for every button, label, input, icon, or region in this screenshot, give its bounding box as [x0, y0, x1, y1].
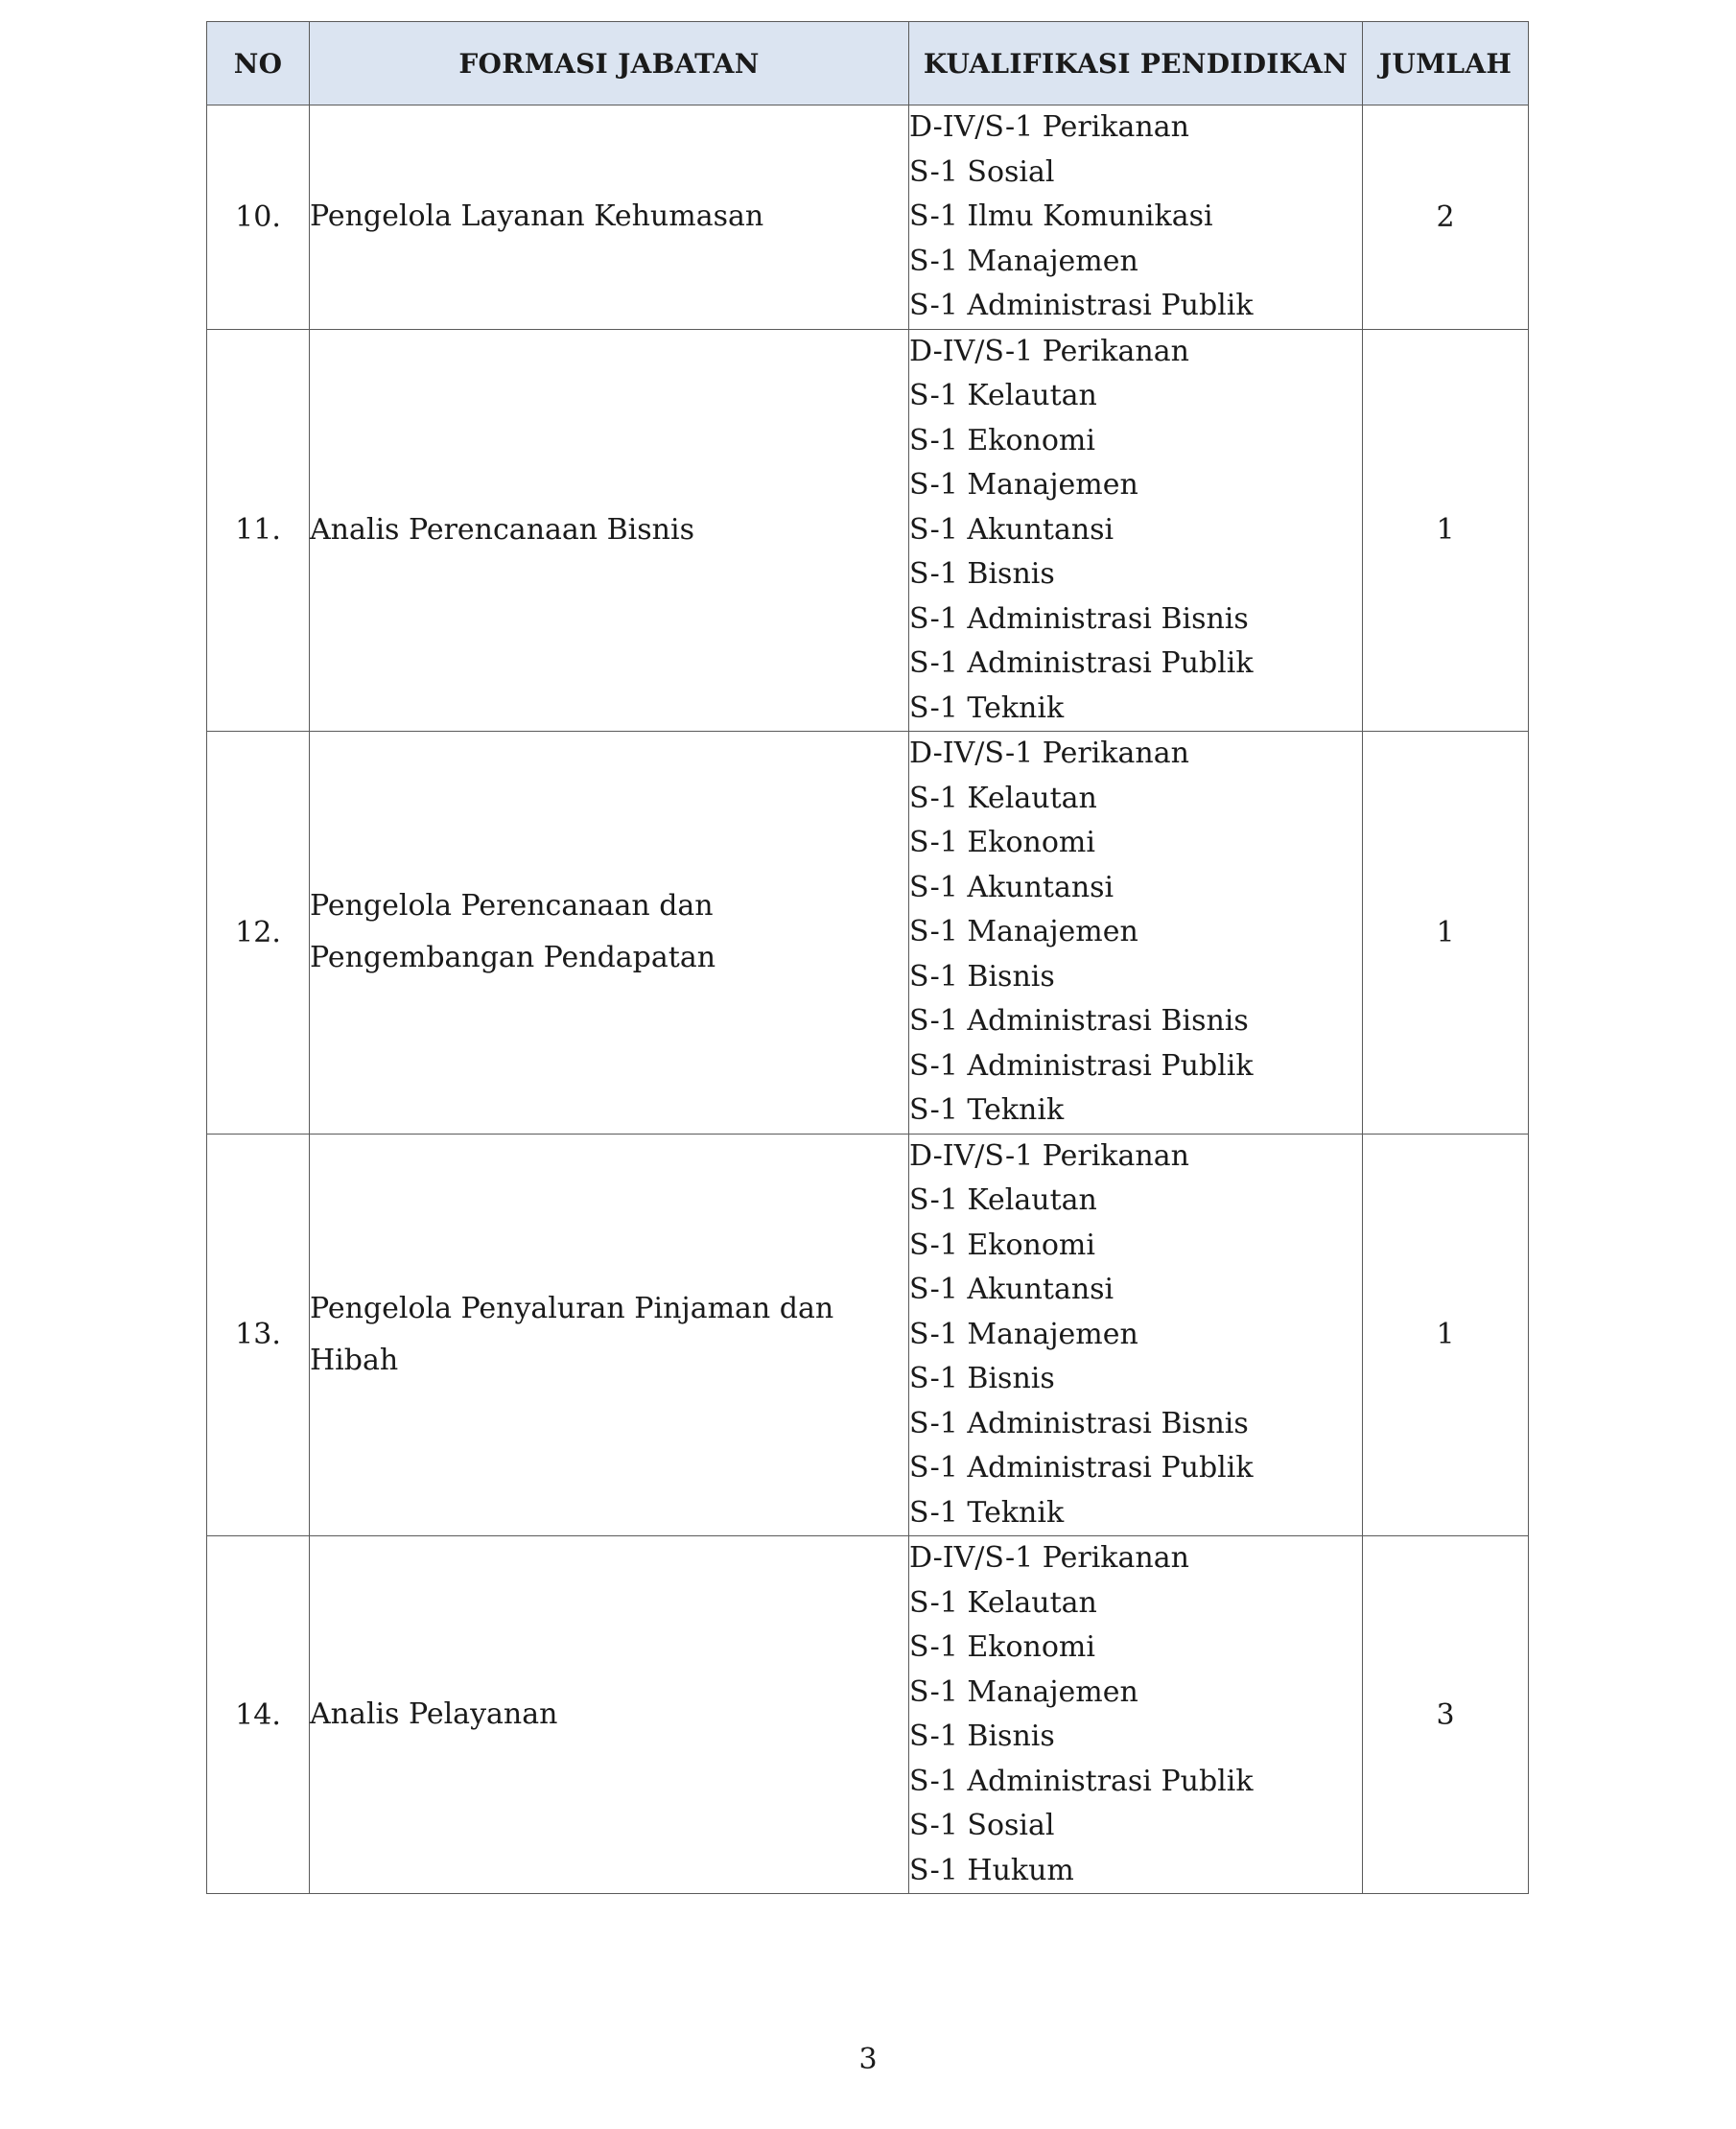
kualifikasi-item: S-1 Teknik [909, 1093, 1065, 1127]
header-formasi-jabatan: FORMASI JABATAN [310, 22, 909, 105]
kualifikasi-item: S-1 Ekonomi [909, 826, 1095, 859]
kualifikasi-item: S-1 Teknik [909, 690, 1065, 725]
kualifikasi-cell [909, 329, 1363, 732]
kualifikasi-item: S-1 Sosial [909, 154, 1055, 189]
kualifikasi-item: S-1 Bisnis [909, 557, 1055, 591]
jumlah-cell: 1 [1363, 329, 1529, 732]
page-number: 3 [858, 2043, 878, 2076]
kualifikasi-item: S-1 Akuntansi [909, 1273, 1114, 1306]
row-number: 10. [207, 105, 310, 330]
table-row [207, 105, 1529, 330]
kualifikasi-cell [909, 732, 1363, 1135]
kualifikasi-item: S-1 Administrasi Publik [909, 1048, 1254, 1083]
kualifikasi-item: D-IV/S-1 Perikanan [909, 737, 1189, 770]
formasi-jabatan-cell: Analis Pelayanan [310, 1536, 909, 1894]
header-jumlah: JUMLAH [1363, 22, 1529, 105]
jumlah-cell: 2 [1363, 105, 1529, 330]
formasi-jabatan-cell: Pengelola Layanan Kehumasan [310, 105, 909, 330]
kualifikasi-item: S-1 Teknik [909, 1495, 1065, 1530]
kualifikasi-item: S-1 Ekonomi [909, 1228, 1095, 1262]
kualifikasi-item: S-1 Administrasi Publik [909, 646, 1254, 680]
kualifikasi-item: S-1 Administrasi Bisnis [909, 1004, 1249, 1038]
header-row [207, 22, 1529, 105]
table-row [207, 732, 1529, 1135]
header-no: NO [207, 22, 310, 105]
row-number: 13. [207, 1134, 310, 1536]
kualifikasi-item: D-IV/S-1 Perikanan [909, 1138, 1189, 1173]
kualifikasi-item: S-1 Bisnis [909, 1362, 1055, 1395]
kualifikasi-item: S-1 Administrasi Bisnis [909, 1406, 1249, 1440]
kualifikasi-item: D-IV/S-1 Perikanan [909, 1541, 1189, 1575]
kualifikasi-item: S-1 Bisnis [909, 1720, 1055, 1753]
kualifikasi-cell [909, 105, 1363, 330]
kualifikasi-item: S-1 Akuntansi [909, 870, 1114, 904]
row-number: 14. [207, 1536, 310, 1894]
kualifikasi-item: S-1 Sosial [909, 1809, 1055, 1842]
row-number: 12. [207, 732, 310, 1135]
kualifikasi-item: S-1 Manajemen [909, 468, 1138, 502]
kualifikasi-item: S-1 Administrasi Publik [909, 1451, 1254, 1485]
kualifikasi-item: S-1 Manajemen [909, 1674, 1138, 1709]
kualifikasi-item: S-1 Manajemen [909, 915, 1138, 948]
kualifikasi-cell [909, 1536, 1363, 1894]
jumlah-cell: 1 [1363, 1134, 1529, 1536]
kualifikasi-item: S-1 Administrasi Bisnis [909, 601, 1249, 636]
kualifikasi-cell [909, 1134, 1363, 1536]
row-number: 11. [207, 329, 310, 732]
formasi-jabatan-cell: Pengelola Penyaluran Pinjaman dan Hibah [310, 1134, 909, 1536]
table-header [207, 22, 1529, 105]
kualifikasi-item: S-1 Ekonomi [909, 423, 1095, 457]
kualifikasi-item: D-IV/S-1 Perikanan [909, 334, 1189, 368]
header-kualifikasi-pendidikan: KUALIFIKASI PENDIDIKAN [909, 22, 1363, 105]
jumlah-cell: 1 [1363, 732, 1529, 1135]
kualifikasi-item: S-1 Kelautan [909, 1585, 1097, 1620]
kualifikasi-item: S-1 Manajemen [909, 1317, 1138, 1351]
kualifikasi-item: S-1 Manajemen [909, 244, 1138, 278]
kualifikasi-item: S-1 Akuntansi [909, 512, 1114, 547]
kualifikasi-item: S-1 Ilmu Komunikasi [909, 199, 1213, 233]
kualifikasi-item: D-IV/S-1 Perikanan [909, 110, 1189, 144]
formasi-table [206, 21, 1529, 1894]
table-body [207, 105, 1529, 1894]
kualifikasi-item: S-1 Bisnis [909, 959, 1055, 994]
kualifikasi-item: S-1 Administrasi Publik [909, 1764, 1254, 1798]
kualifikasi-item: S-1 Kelautan [909, 379, 1097, 412]
kualifikasi-item: S-1 Hukum [909, 1853, 1074, 1887]
formasi-jabatan-cell: Pengelola Perencanaan dan Pengembangan Pendapatan [310, 732, 909, 1135]
kualifikasi-item: S-1 Kelautan [909, 781, 1097, 815]
table-row [207, 1134, 1529, 1536]
table-row [207, 1536, 1529, 1894]
formasi-jabatan-cell: Analis Perencanaan Bisnis [310, 329, 909, 732]
kualifikasi-item: S-1 Administrasi Publik [909, 289, 1254, 322]
jumlah-cell: 3 [1363, 1536, 1529, 1894]
table-row [207, 329, 1529, 732]
kualifikasi-item: S-1 Kelautan [909, 1183, 1097, 1217]
kualifikasi-item: S-1 Ekonomi [909, 1630, 1095, 1664]
